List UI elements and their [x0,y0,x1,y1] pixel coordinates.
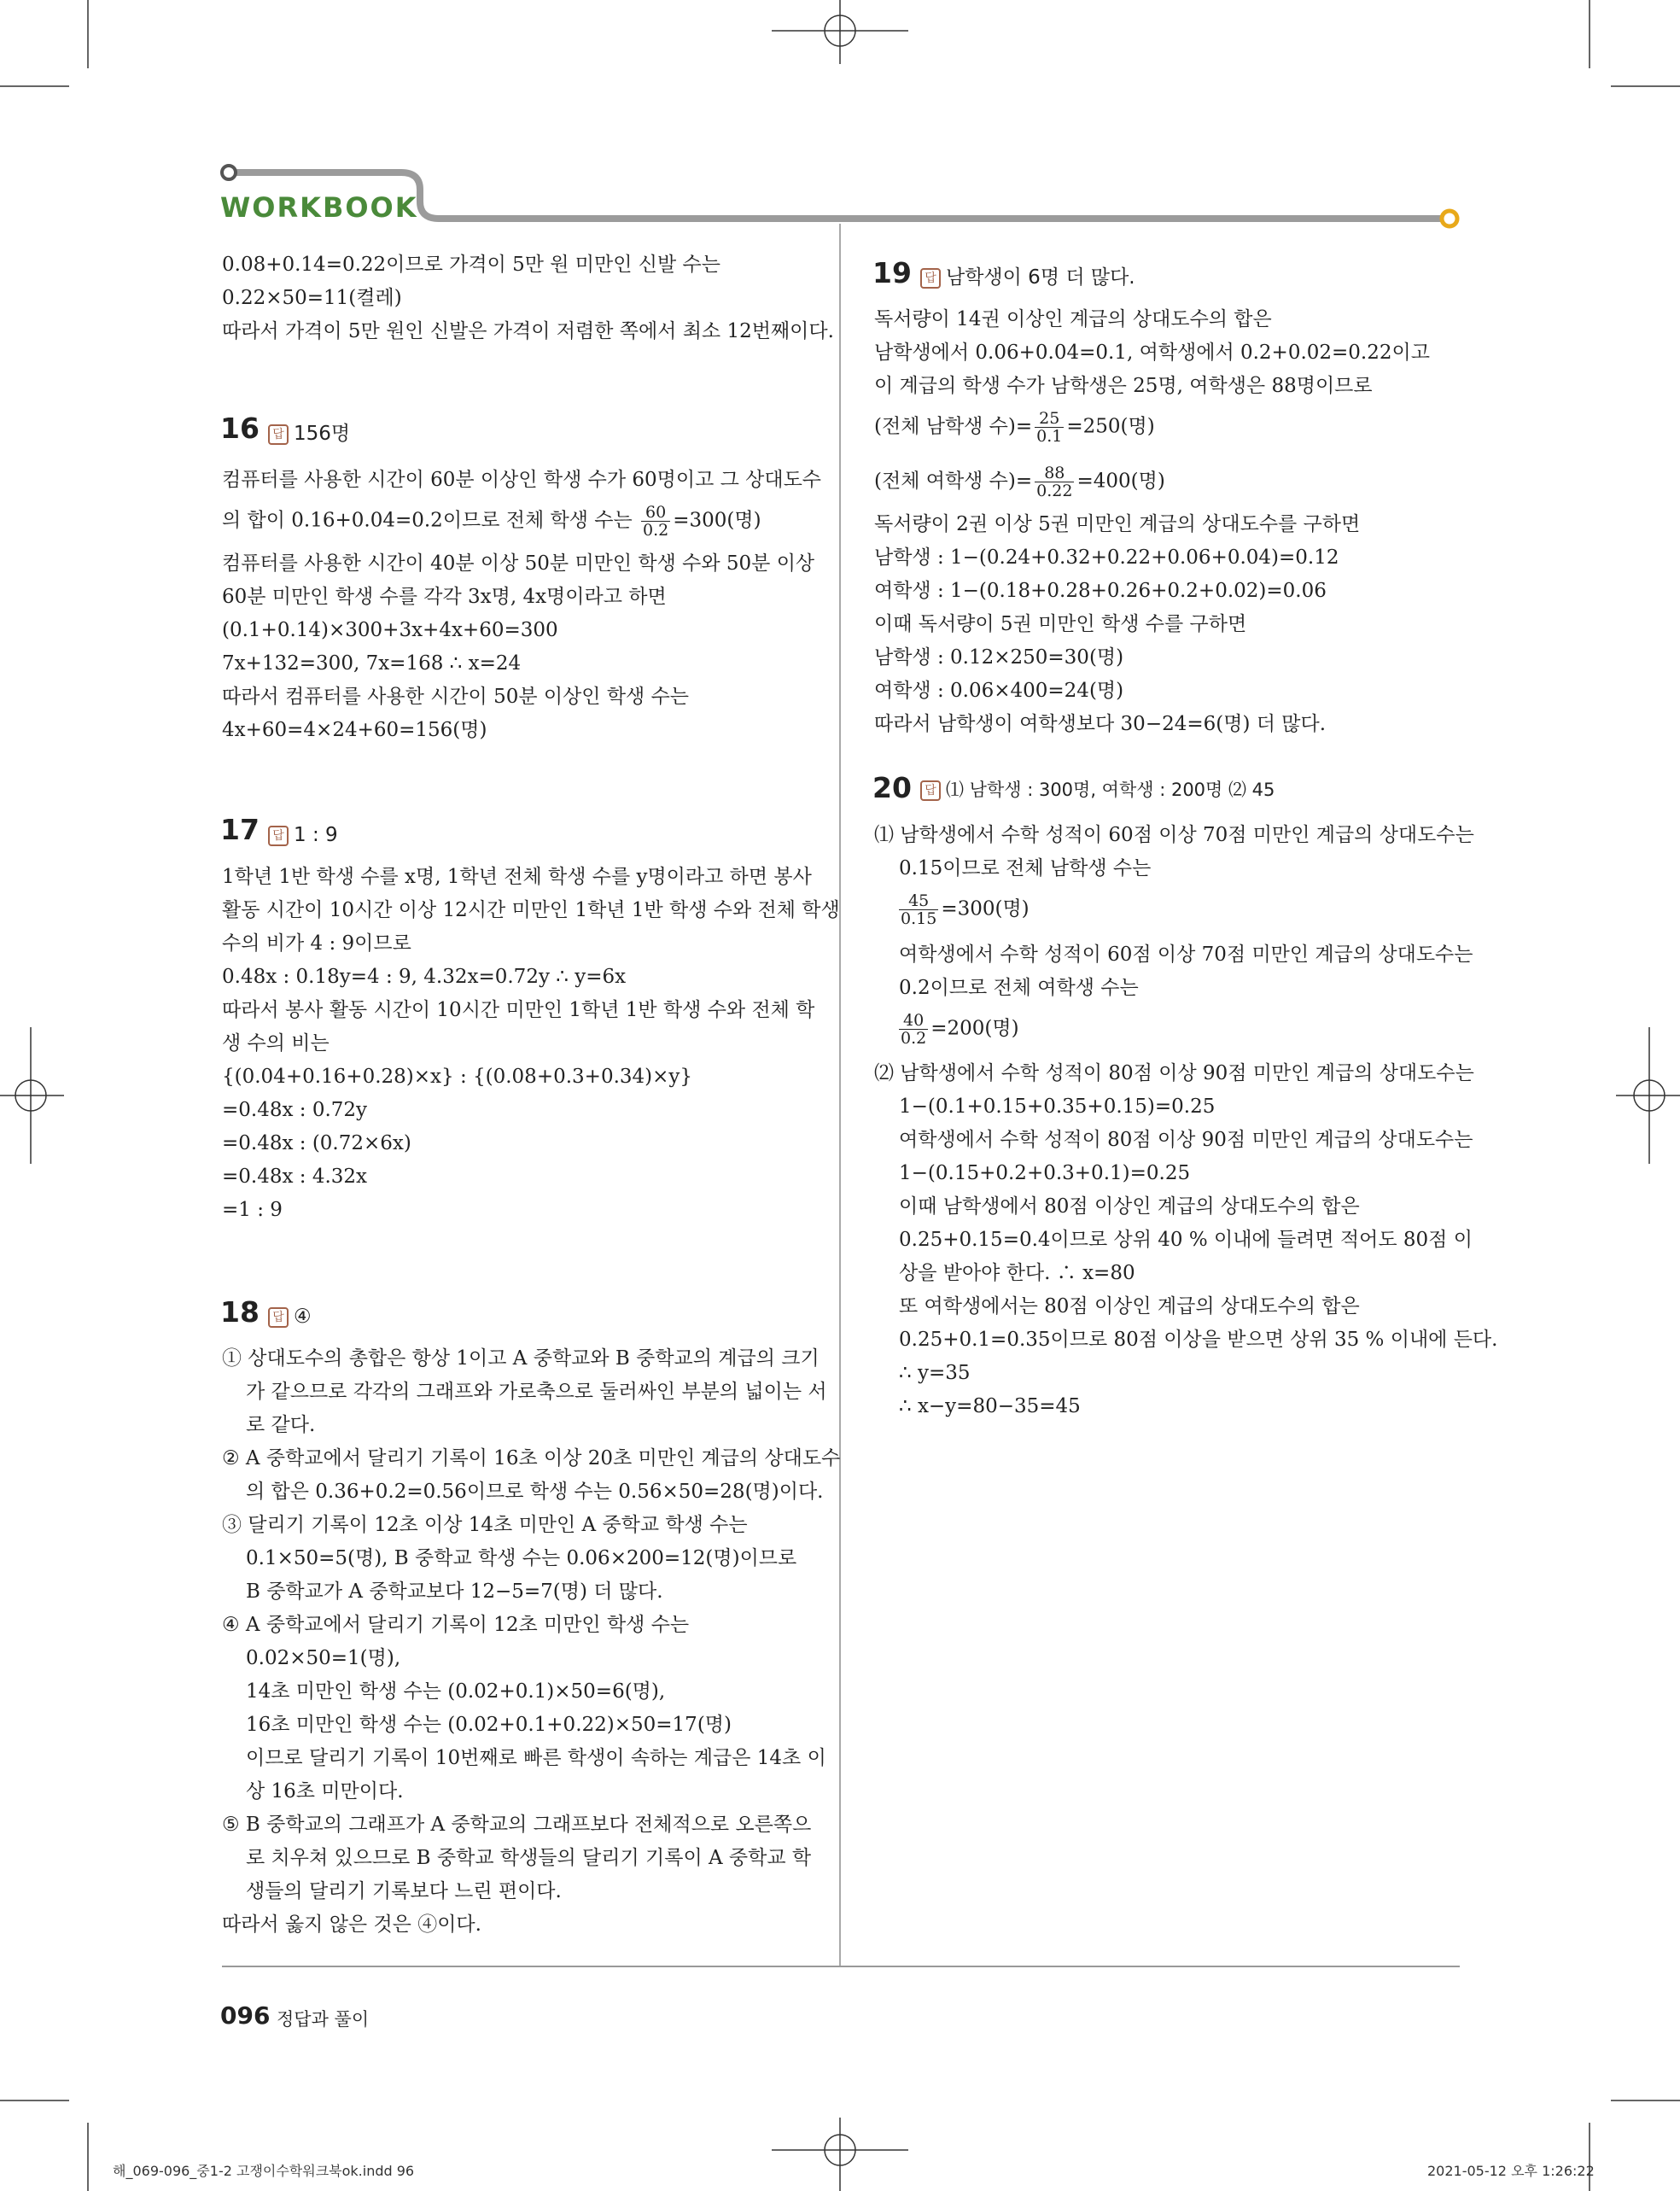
q20-line: 상을 받아야 한다. ∴ x=80 [899,1262,1135,1284]
q20-answer-text: ⑴ 남학생 : 300명, 여학생 : 200명 ⑵ 45 [946,780,1275,800]
q20-line: 1−(0.15+0.2+0.3+0.1)=0.25 [899,1162,1191,1184]
q19-line-1: 독서량이 14권 이상인 계급의 상대도수의 합은 [874,308,1272,330]
q20-line: 1−(0.1+0.15+0.35+0.15)=0.25 [899,1096,1216,1118]
q20-number: 20 [872,771,912,804]
answer-badge-icon: 답 [268,424,289,445]
q19-frac1-num: 25 [1035,410,1064,428]
q16-line-4: 60분 미만인 학생 수를 각각 3x명, 4x명이라고 하면 [222,586,667,608]
q19-fraction-1 [1035,410,1064,445]
q19-frac2-den: 0.22 [1036,482,1073,500]
q16-frac-den: 0.2 [643,521,669,540]
answer-badge-icon: 답 [268,826,289,846]
q20-line: 또 여학생에서는 80점 이상인 계급의 상대도수의 합은 [899,1295,1360,1318]
q16-answer-text: 156명 [294,423,351,445]
q19-frac2-num: 88 [1035,464,1074,482]
file-name: 해_069-096_중1-2 고쟁이수학워크북ok.indd 96 [113,2163,415,2179]
q17-line: 생 수의 비는 [222,1032,330,1055]
q18-line: ④ A 중학교에서 달리기 기록이 12초 미만인 학생 수는 [222,1614,690,1636]
q17-line: 따라서 봉사 활동 시간이 10시간 미만인 1학년 1반 학생 수와 전체 학 [222,999,815,1021]
q16-line-2b: =300(명) [673,509,761,532]
q20-frac2-den: 0.2 [901,1029,927,1048]
q19-line-5b: =400(명) [1076,470,1165,493]
q17-answer-text: 1 : 9 [294,824,338,846]
q19-line: 독서량이 2권 이상 5권 미만인 계급의 상대도수를 구하면 [874,513,1361,535]
q16-line-7: 따라서 컴퓨터를 사용한 시간이 50분 이상인 학생 수는 [222,686,690,708]
q20-line: 이때 남학생에서 80점 이상인 계급의 상대도수의 합은 [899,1195,1360,1218]
q19-line: 여학생 : 1−(0.18+0.28+0.26+0.2+0.02)=0.06 [874,580,1327,602]
q20-line: ∴ y=35 [899,1362,971,1384]
q18-line: 생들의 달리기 기록보다 느린 편이다. [246,1880,562,1902]
q19-line: 따라서 남학생이 여학생보다 30−24=6(명) 더 많다. [874,713,1327,735]
q19-line: 남학생 : 1−(0.24+0.32+0.22+0.06+0.04)=0.12 [874,546,1339,569]
q18-line: 0.02×50=1(명), [246,1647,401,1669]
q17-line: =0.48x : (0.72×6x) [222,1132,411,1154]
q19-line: 이때 독서량이 5권 미만인 학생 수를 구하면 [874,613,1247,635]
q20-line: ∴ x−y=80−35=45 [899,1395,1081,1417]
answer-badge-icon: 답 [268,1307,289,1328]
q18-line: 의 합은 0.36+0.2=0.56이므로 학생 수는 0.56×50=28(명)이다. [246,1481,824,1503]
q18-line: 14초 미만인 학생 수는 (0.02+0.1)×50=6(명), [246,1680,666,1703]
intro-line-3: 따라서 가격이 5만 원인 신발은 가격이 저렴한 쪽에서 최소 12번째이다. [222,320,834,342]
q18-line: ③ 달리기 기록이 12초 이상 14초 미만인 A 중학교 학생 수는 [222,1514,748,1536]
timestamp: 2021-05-12 오후 1:26:22 [1427,2163,1595,2179]
q17-number: 17 [220,813,260,846]
q17-line: =0.48x : 4.32x [222,1166,368,1188]
q20-frac2-num: 40 [899,1012,928,1030]
q17-line: 0.48x : 0.18y=4 : 9, 4.32x=0.72y ∴ y=6x [222,966,627,988]
q19-line-2: 남학생에서 0.06+0.04=0.1, 여학생에서 0.2+0.02=0.22이고 [874,342,1430,364]
q20-frac1-num: 45 [899,892,938,910]
column-divider [839,224,841,1966]
q18-number: 18 [220,1295,260,1329]
q17-answer [268,820,338,850]
intro-line-2: 0.22×50=11(켤레) [222,287,402,309]
q20-line: 0.25+0.15=0.4이므로 상위 40 % 이내에 들려면 적어도 80점 이 [899,1229,1473,1251]
page-number: 096 [220,2001,271,2030]
q16-line-5: (0.1+0.14)×300+3x+4x+60=300 [222,619,558,641]
q19-line-4b: =250(명) [1066,415,1155,438]
workbook-logo-text: WORKBOOK [220,191,418,224]
q16-frac-num: 60 [641,504,670,522]
q18-line: 따라서 옳지 않은 것은 ④이다. [222,1913,481,1936]
q19-frac1-den: 0.1 [1036,427,1063,446]
answer-badge-icon: 답 [920,780,941,801]
q20-fraction-1 [899,892,938,927]
q18-line: 이므로 달리기 기록이 10번째로 빠른 학생이 속하는 계급은 14초 이 [246,1747,826,1769]
q16-line-2 [222,504,761,539]
q20-answer [920,774,1275,805]
q16-answer [268,418,350,449]
q19-line-5a: (전체 여학생 수)= [874,470,1033,493]
q19-number: 19 [872,256,912,289]
q20-frac2-result: =200(명) [930,1017,1019,1040]
q18-line: B 중학교가 A 중학교보다 12−5=7(명) 더 많다. [246,1580,663,1603]
q18-line: 16초 미만인 학생 수는 (0.02+0.1+0.22)×50=17(명) [246,1714,732,1736]
q16-fraction [641,504,670,539]
q18-line: 로 같다. [246,1414,316,1436]
q18-line: ⑤ B 중학교의 그래프가 A 중학교의 그래프보다 전체적으로 오른쪽으 [222,1814,812,1836]
q19-answer-text: 남학생이 6명 더 많다. [946,266,1135,289]
q17-line: {(0.04+0.16+0.28)×x} : {(0.08+0.3+0.34)×y} [222,1066,693,1088]
q19-line-4 [874,410,1155,445]
answer-badge-icon: 답 [920,268,941,289]
q18-line: 가 같으므로 각각의 그래프와 가로축으로 둘러싸인 부분의 넓이는 서 [246,1381,827,1403]
q20-line: ⑵ 남학생에서 수학 성적이 80점 이상 90점 미만인 계급의 상대도수는 [874,1062,1474,1084]
q16-line-2a: 의 합이 0.16+0.04=0.2이므로 전체 학생 수는 [222,509,639,532]
q18-line: 상 16초 미만이다. [246,1780,404,1802]
q18-line: ① 상대도수의 총합은 항상 1이고 A 중학교와 B 중학교의 계급의 크기 [222,1347,820,1370]
q20-fraction-line-1 [896,892,1030,927]
bottom-rule [222,1966,1460,1967]
q20-line: 여학생에서 수학 성적이 80점 이상 90점 미만인 계급의 상대도수는 [899,1129,1473,1151]
q17-line: 활동 시간이 10시간 이상 12시간 미만인 1학년 1반 학생 수와 전체 학생 [222,899,840,921]
q19-line: 여학생 : 0.06×400=24(명) [874,680,1124,702]
q20-line: 0.2이므로 전체 여학생 수는 [899,977,1139,999]
q20-line: 여학생에서 수학 성적이 60점 이상 70점 미만인 계급의 상대도수는 [899,944,1473,966]
q20-frac1-den: 0.15 [901,909,937,928]
q17-line: =1 : 9 [222,1199,283,1221]
q19-line-3: 이 계급의 학생 수가 남학생은 25명, 여학생은 88명이므로 [874,375,1373,397]
q16-line-6: 7x+132=300, 7x=168 ∴ x=24 [222,652,522,675]
q20-line: 0.25+0.1=0.35이므로 80점 이상을 받으면 상위 35 % 이내에 든다. [899,1329,1498,1351]
q20-line: ⑴ 남학생에서 수학 성적이 60점 이상 70점 미만인 계급의 상대도수는 [874,824,1474,846]
q19-line-5 [874,464,1165,500]
workbook-logo [220,191,418,224]
q18-line: 0.1×50=5(명), B 중학교 학생 수는 0.06×200=12(명)이므로 [246,1547,797,1569]
q19-answer [920,262,1135,293]
intro-line-1: 0.08+0.14=0.22이므로 가격이 5만 원 미만인 신발 수는 [222,254,720,276]
q16-number: 16 [220,412,260,445]
q18-answer-text: ④ [294,1306,312,1328]
q20-line: 0.15이므로 전체 남학생 수는 [899,857,1152,879]
q19-fraction-2 [1035,464,1074,500]
q20-frac1-result: =300(명) [941,897,1030,920]
q16-line-1: 컴퓨터를 사용한 시간이 60분 이상인 학생 수가 60명이고 그 상대도수 [222,469,822,491]
q20-fraction-2 [899,1012,928,1047]
q19-line: 남학생 : 0.12×250=30(명) [874,646,1124,669]
q18-line: 로 치우쳐 있으므로 B 중학교 학생들의 달리기 기록이 A 중학교 학 [246,1847,812,1869]
q16-line-3: 컴퓨터를 사용한 시간이 40분 이상 50분 미만인 학생 수와 50분 이상 [222,552,815,575]
q17-line: =0.48x : 0.72y [222,1099,368,1121]
q18-answer [268,1301,312,1332]
q18-line: ② A 중학교에서 달리기 기록이 16초 이상 20초 미만인 계급의 상대도수 [222,1447,841,1469]
page-label: 정답과 풀이 [277,2009,370,2030]
q20-fraction-line-2 [896,1012,1019,1047]
q17-line: 수의 비가 4 : 9이므로 [222,932,411,955]
q17-line: 1학년 1반 학생 수를 x명, 1학년 전체 학생 수를 y명이라고 하면 봉사 [222,866,812,888]
q19-line-4a: (전체 남학생 수)= [874,415,1033,438]
q16-line-8: 4x+60=4×24+60=156(명) [222,719,487,741]
